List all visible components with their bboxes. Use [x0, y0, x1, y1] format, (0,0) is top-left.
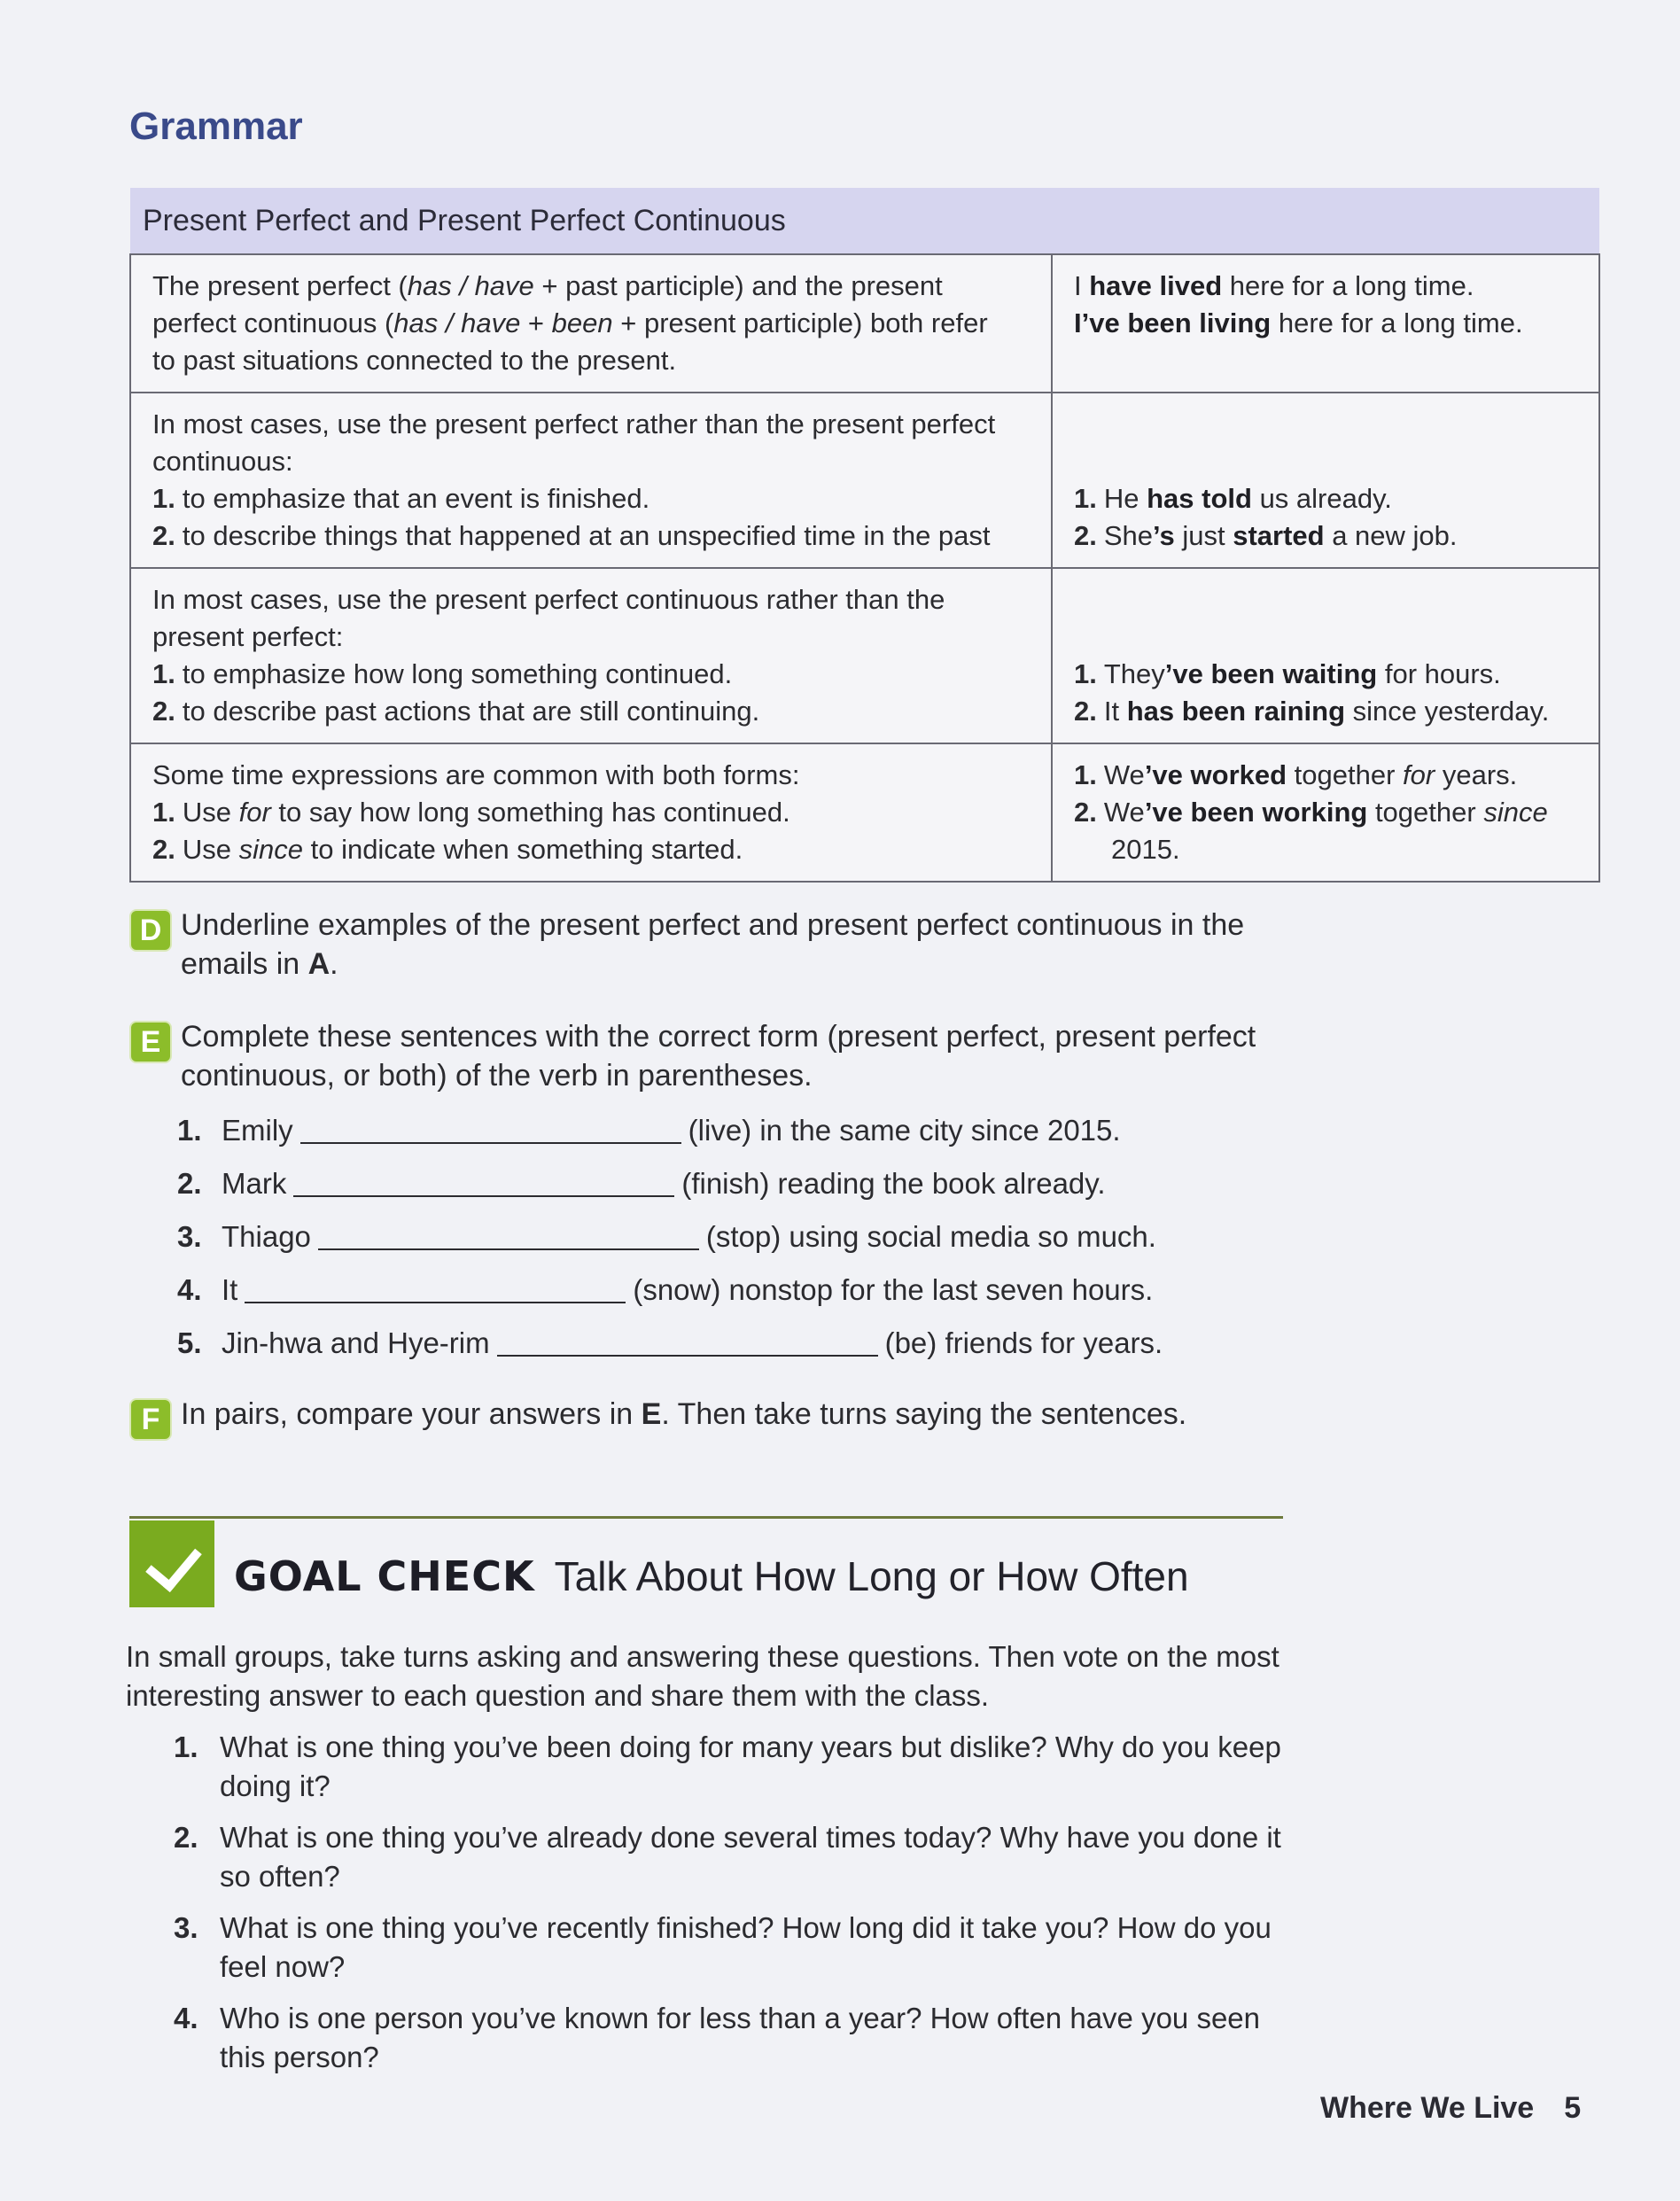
list-item: 3. What is one thing you’ve recently finished? How long did it take you? How do you feel now? — [174, 1911, 1272, 1983]
table-row — [130, 254, 1599, 393]
rule-cell: The present perfect (has / have + past participle) and the present perfect continuous (has / have + been + present participle) both refer to past situations connected to the present. — [130, 254, 1052, 393]
goal-check-title: Talk About How Long or How Often — [554, 1553, 1189, 1599]
list-item: 1. What is one thing you’ve been doing for many years but dislike? Why do you keep doing it? — [174, 1730, 1281, 1802]
goal-check-box — [129, 1520, 214, 1607]
activity-badge: F — [129, 1398, 172, 1441]
page-number: 5 — [1564, 2091, 1582, 2125]
rule-cell: Some time expressions are common with both forms: 1. Use for to say how long something has continued. 2. Use since to indicate when something started. — [130, 743, 1052, 882]
table-row — [130, 568, 1599, 743]
table-header: Present Perfect and Present Perfect Continuous — [130, 188, 1599, 254]
activity-badge: D — [129, 909, 172, 952]
goal-check-label: GOAL CHECK — [234, 1552, 535, 1600]
section-title: Grammar — [129, 105, 303, 148]
answer-blank[interactable] — [300, 1142, 681, 1144]
grammar-table — [129, 188, 1600, 883]
answer-blank[interactable] — [245, 1302, 626, 1303]
answer-blank[interactable] — [318, 1248, 699, 1250]
table-row — [130, 393, 1599, 568]
goal-check-heading — [234, 1552, 1189, 1600]
list-item: 3. Thiago (stop) using social media so much. — [177, 1220, 1156, 1253]
goal-intro: In small groups, take turns asking and answering these questions. Then vote on the most interesting answer to each question and share them with the class. — [126, 1640, 1279, 1712]
activity-badge: E — [129, 1021, 172, 1063]
goal-divider — [129, 1516, 1283, 1519]
activity-e — [129, 1017, 1281, 1095]
list-item: 4. Who is one person you’ve known for less than a year? How often have you seen this person? — [174, 2002, 1261, 2073]
unit-title: Where We Live — [1320, 2091, 1535, 2125]
check-icon — [145, 1534, 202, 1592]
activity-instruction: Complete these sentences with the correct form (present perfect, present perfect continuous, or both) of the verb in parentheses. — [181, 1020, 1256, 1093]
example-cell: 1. They’ve been waiting for hours. 2. It has been raining since yesterday. — [1052, 568, 1599, 743]
list-item: 4. It (snow) nonstop for the last seven hours. — [177, 1273, 1154, 1306]
answer-blank[interactable] — [497, 1355, 878, 1357]
list-item: 2. Mark (finish) reading the book already. — [177, 1167, 1106, 1200]
question-list — [174, 1728, 1290, 2089]
example-cell: 1. We’ve worked together for years. 2. We’ve been working together since 2015. — [1052, 743, 1599, 882]
list-item: 5. Jin-hwa and Hye-rim (be) friends for years. — [177, 1326, 1163, 1359]
example-cell: 1. He has told us already. 2. She’s just started a new job. — [1052, 393, 1599, 568]
activity-f — [129, 1395, 1281, 1434]
page-footer — [1320, 2091, 1581, 2126]
example-cell: I have lived here for a long time. I’ve been living here for a long time. — [1052, 254, 1599, 393]
activity-instruction: In pairs, compare your answers in E. Then take turns saying the sentences. — [181, 1397, 1187, 1431]
table-row — [130, 743, 1599, 882]
rule-cell: In most cases, use the present perfect rather than the present perfect continuous: 1. to emphasize that an event is finished. 2. to describe things that happened at an unspecified time in the past — [130, 393, 1052, 568]
answer-blank[interactable] — [293, 1195, 674, 1197]
rule-cell: In most cases, use the present perfect continuous rather than the present perfect: 1. to emphasize how long something continued. 2. to describe past actions that are still continuing. — [130, 568, 1052, 743]
activity-instruction: Underline examples of the present perfect and present perfect continuous in the emails in A. — [181, 908, 1245, 981]
list-item: 1. Emily (live) in the same city since 2015. — [177, 1114, 1121, 1147]
exercise-list — [177, 1104, 1163, 1370]
activity-d — [129, 906, 1281, 984]
list-item: 2. What is one thing you’ve already done several times today? Why have you done it so often? — [174, 1821, 1281, 1893]
